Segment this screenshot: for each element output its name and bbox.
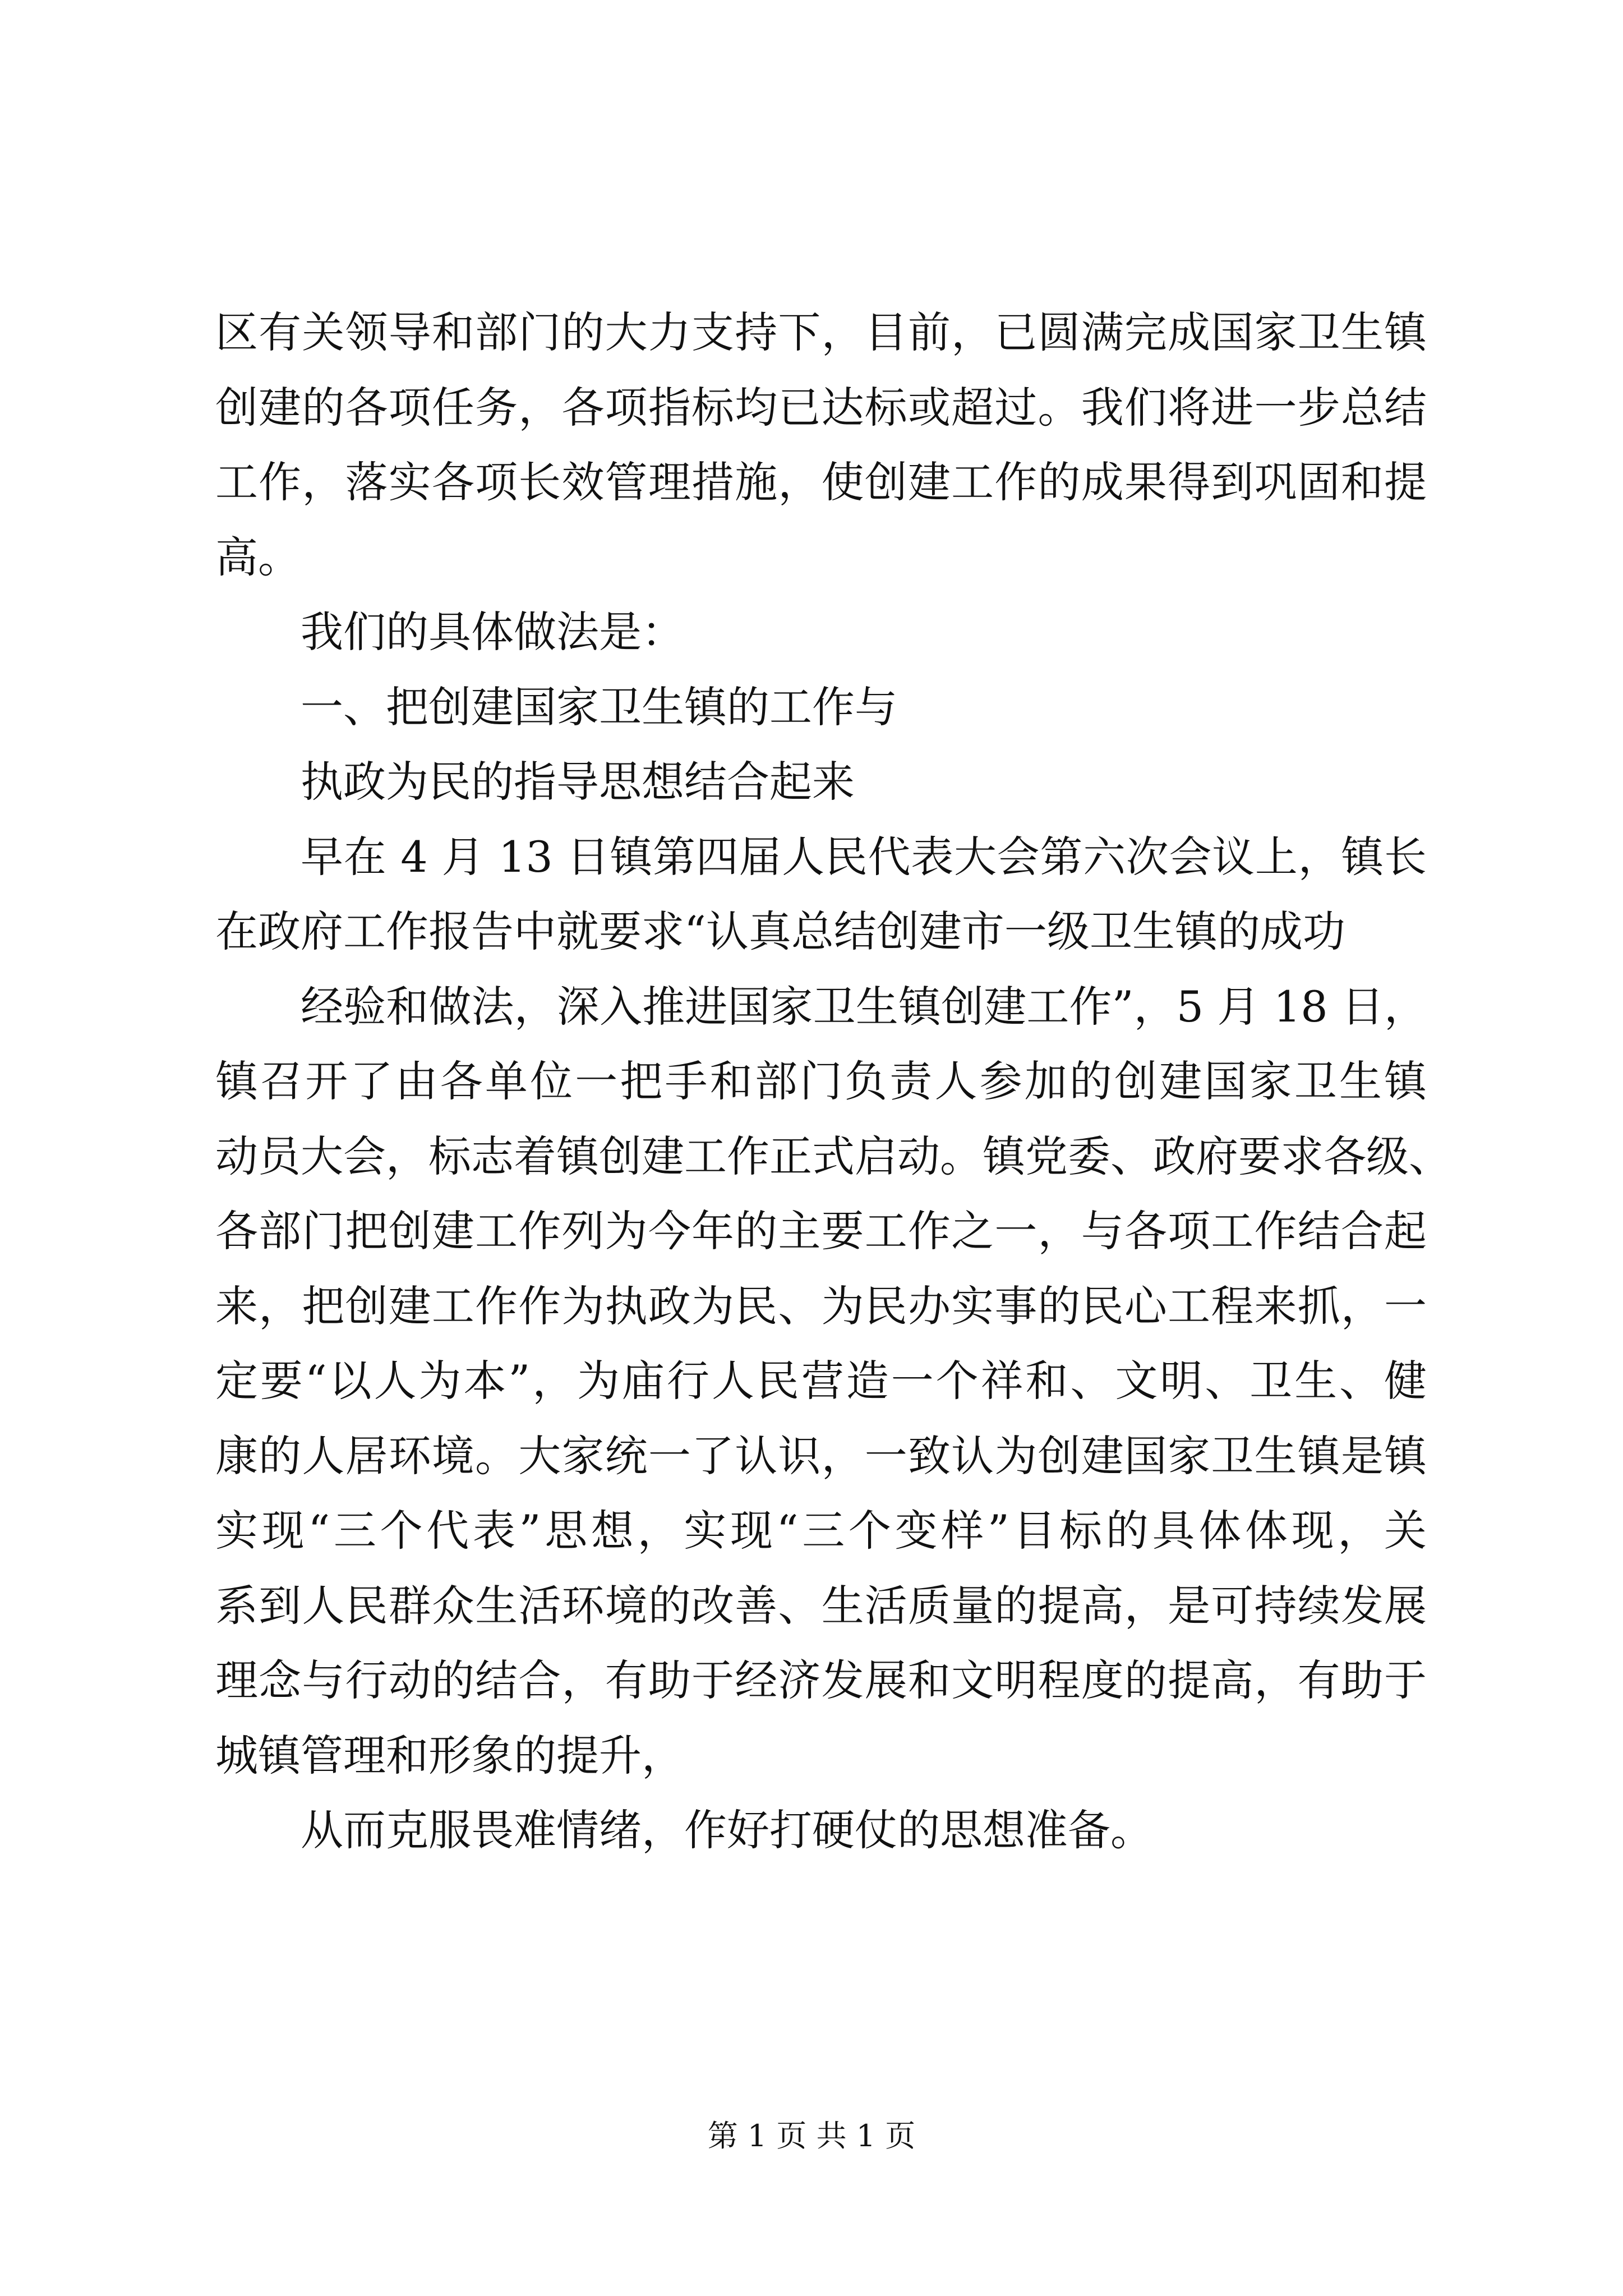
text-line: 从而克服畏难情绪，作好打硬仗的思想准备。 bbox=[301, 1805, 1153, 1855]
text-line: 在政府工作报告中就要求“认真总结创建市一级卫生镇的成功 bbox=[215, 907, 1345, 956]
document-body bbox=[215, 295, 1451, 1868]
text-line: 定要“以人为本”，为庙行人民营造一个祥和、文明、卫生、健 bbox=[215, 1356, 1427, 1406]
page-footer: 第 1 页 共 1 页 bbox=[707, 2118, 916, 2154]
text-line: 来，把创建工作作为执政为民、为民办实事的民心工程来抓，一 bbox=[215, 1281, 1427, 1331]
text-line: 系到人民群众生活环境的改善、生活质量的提高，是可持续发展 bbox=[215, 1580, 1427, 1631]
text-line: 我们的具体做法是： bbox=[301, 607, 684, 657]
text-line: 创建的各项任务，各项指标均已达标或超过。我们将进一步总结 bbox=[215, 382, 1427, 432]
text-line: 康的人居环境。大家统一了认识，一致认为创建国家卫生镇是镇 bbox=[215, 1430, 1427, 1481]
text-line: 工作，落实各项长效管理措施，使创建工作的成果得到巩固和提 bbox=[215, 457, 1427, 507]
text-line: 早在 4 月 13 日镇第四届人民代表大会第六次会议上，镇长 bbox=[301, 831, 1427, 882]
text-line: 区有关领导和部门的大力支持下，目前，已圆满完成国家卫生镇 bbox=[215, 307, 1427, 357]
text-line: 动员大会，标志着镇创建工作正式启动。镇党委、政府要求各级、 bbox=[215, 1131, 1451, 1181]
text-line: 执政为民的指导思想结合起来 bbox=[301, 757, 855, 807]
text-line: 各部门把创建工作列为今年的主要工作之一，与各项工作结合起 bbox=[215, 1206, 1427, 1256]
text-line: 实现“三个代表”思想，实现“三个变样”目标的具体体现，关 bbox=[215, 1506, 1427, 1556]
text-line: 镇召开了由各单位一把手和部门负责人参加的创建国家卫生镇 bbox=[215, 1056, 1427, 1106]
text-line: 城镇管理和形象的提升， bbox=[215, 1730, 684, 1780]
text-line: 经验和做法，深入推进国家卫生镇创建工作”，5 月 18 日， bbox=[301, 981, 1427, 1032]
text-line: 高。 bbox=[215, 532, 301, 582]
text-line: 理念与行动的结合，有助于经济发展和文明程度的提高，有助于 bbox=[215, 1655, 1427, 1705]
text-line: 一、把创建国家卫生镇的工作与 bbox=[301, 682, 897, 732]
